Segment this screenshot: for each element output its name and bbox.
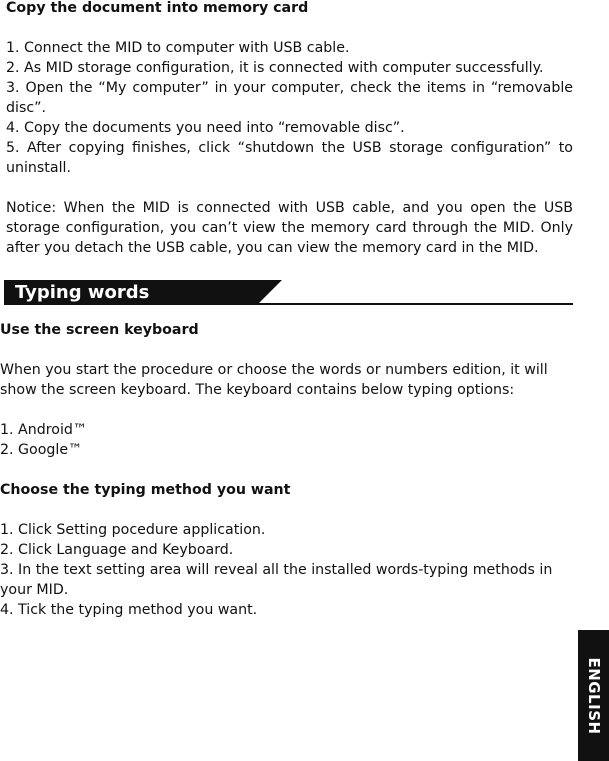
- memory-card-section: [6, 0, 573, 258]
- method-step-3: 3. In the text setting area will reveal all the installed words-typing methods in your MID.: [0, 562, 553, 598]
- option-1: 1. Android™: [0, 422, 88, 438]
- screen-keyboard-title: Use the screen keyboard: [0, 322, 199, 338]
- option-2: 2. Google™: [0, 442, 83, 458]
- notice-paragraph: Notice: When the MID is connected with USB cable, and you open the USB storage configuration, you can’t view the memory card through the MID. Only after you detach the USB cable, you can view the memory card in the MID.: [6, 200, 573, 256]
- step-2: 2. As MID storage configuration, it is connected with computer successfully.: [6, 60, 544, 76]
- language-label: ENGLISH: [584, 656, 603, 735]
- screen-keyboard-intro: When you start the procedure or choose the words or numbers edition, it will show the screen keyboard. The keyboard contains below typing options:: [0, 362, 548, 398]
- typing-method-title: Choose the typing method you want: [0, 482, 291, 498]
- step-4: 4. Copy the documents you need into “removable disc”.: [6, 120, 405, 136]
- memory-card-title: Copy the document into memory card: [6, 0, 309, 16]
- language-side-tab: [578, 630, 609, 761]
- step-3: 3. Open the “My computer” in your computer, check the items in “removable disc”.: [6, 80, 573, 116]
- method-step-1: 1. Click Setting pocedure application.: [0, 522, 266, 538]
- step-5: 5. After copying finishes, click “shutdown the USB storage configuration” to uninstall.: [6, 140, 573, 176]
- typing-section: [0, 320, 574, 620]
- method-step-4: 4. Tick the typing method you want.: [0, 602, 258, 618]
- method-step-2: 2. Click Language and Keyboard.: [0, 542, 234, 558]
- heading-title: Typing words: [15, 282, 150, 303]
- typing-words-heading: [4, 280, 573, 306]
- step-1: 1. Connect the MID to computer with USB cable.: [6, 40, 350, 56]
